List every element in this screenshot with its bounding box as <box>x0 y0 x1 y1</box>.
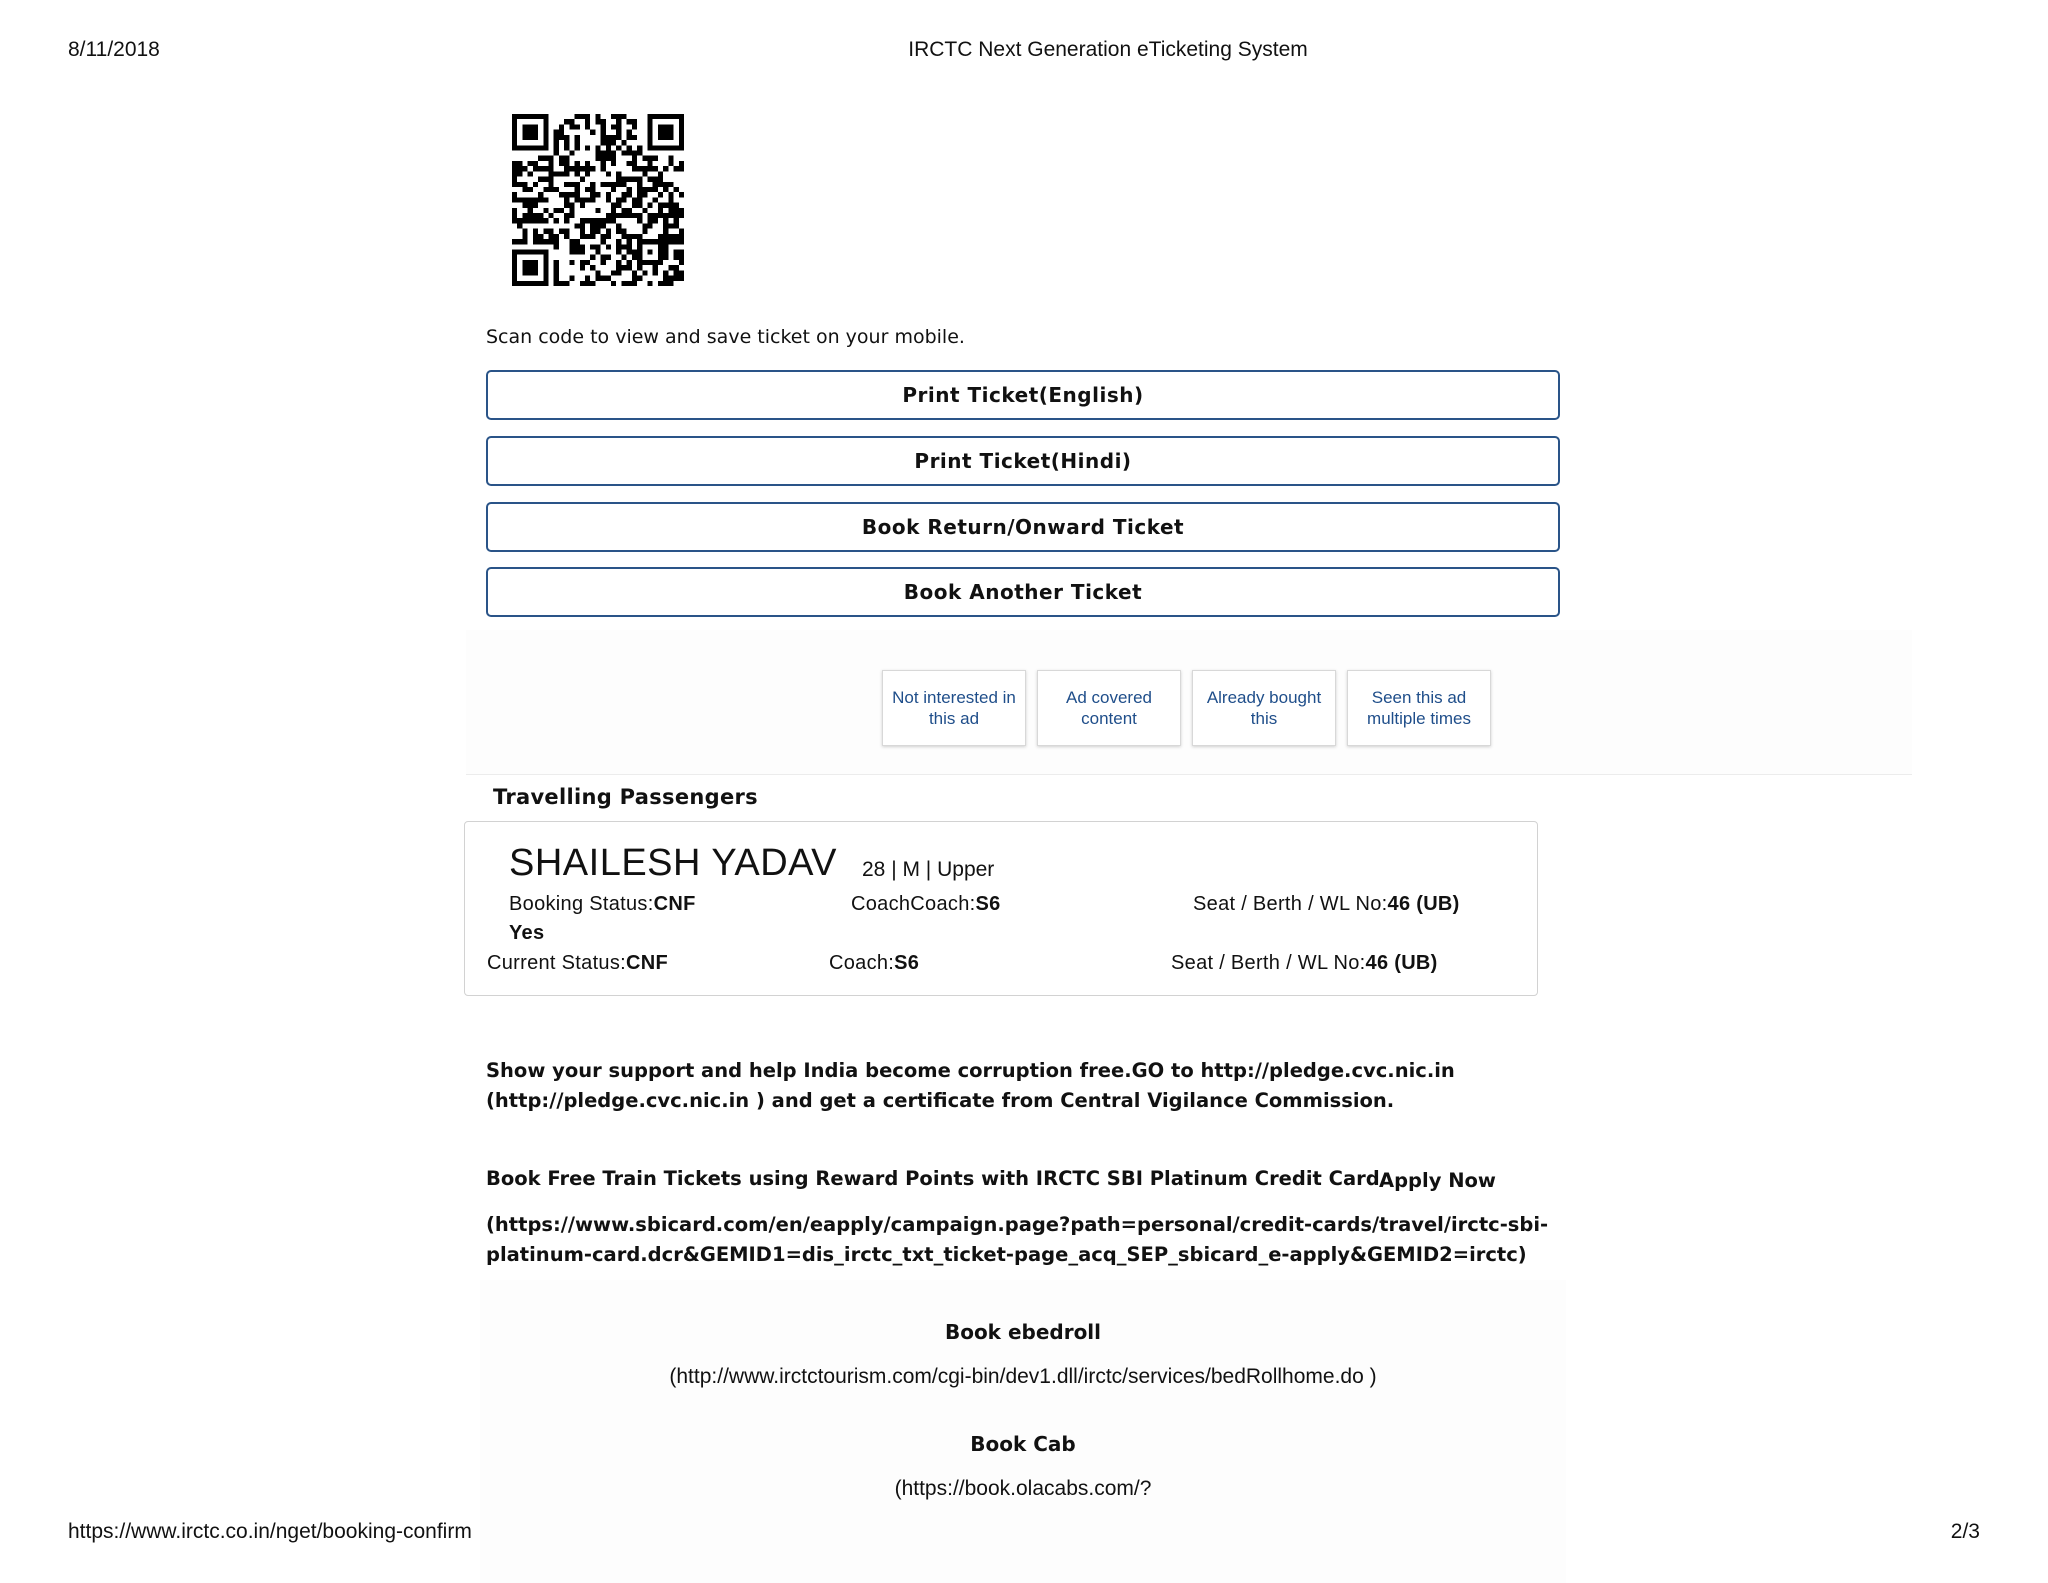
print-ticket-hindi-button[interactable]: Print Ticket(Hindi) <box>486 436 1560 486</box>
ad-feedback-panel <box>466 630 1912 775</box>
current-seat-label: Seat / Berth / WL No: <box>1171 952 1366 974</box>
booking-status-value: CNF <box>653 893 696 915</box>
passenger-age-gender-berth: 28 | M | Upper <box>862 858 995 881</box>
print-page-title: IRCTC Next Generation eTicketing System <box>908 38 1308 61</box>
book-another-ticket-button[interactable]: Book Another Ticket <box>486 567 1560 617</box>
cab-url[interactable]: (https://book.olacabs.com/? <box>894 1477 1152 1500</box>
booking-coach-value: S6 <box>975 893 1001 915</box>
print-ticket-english-button[interactable]: Print Ticket(English) <box>486 370 1560 420</box>
current-status-label: Current Status: <box>487 952 627 974</box>
passenger-name: SHAILESH YADAV <box>509 842 838 884</box>
cvc-pledge-line-1: Show your support and help India become corruption free.GO to http://pledge.cvc.nic.in <box>486 1059 1455 1082</box>
print-footer-url: https://www.irctc.co.in/nget/booking-confirm <box>68 1520 472 1543</box>
sbi-apply-url-line-2[interactable]: platinum-card.dcr&GEMID1=dis_irctc_txt_ticket-page_acq_SEP_sbicard_e-apply&GEMID2=irctc) <box>486 1243 1527 1266</box>
current-coach-label: Coach: <box>829 952 895 974</box>
ad-feedback-covered-content-button[interactable]: Ad covered content <box>1037 670 1181 746</box>
book-ebedroll-link[interactable]: Book ebedroll <box>944 1320 1102 1344</box>
ad-feedback-seen-multiple-button[interactable]: Seen this ad multiple times <box>1347 670 1491 746</box>
print-date: 8/11/2018 <box>68 38 160 61</box>
ebedroll-url[interactable]: (http://www.irctctourism.com/cgi-bin/dev1.dll/irctc/services/bedRollhome.do ) <box>669 1365 1377 1388</box>
current-coach-field <box>829 952 919 975</box>
cvc-pledge-link[interactable]: (http://pledge.cvc.nic.in ) and get a certificate from Central Vigilance Commission. <box>486 1089 1395 1112</box>
qr-code-icon <box>512 114 684 286</box>
print-page-number: 2/3 <box>1950 1520 1980 1543</box>
ad-feedback-not-interested-button[interactable]: Not interested in this ad <box>882 670 1026 746</box>
current-seat-value: 46 (UB) <box>1365 952 1438 974</box>
passengers-section-title: Travelling Passengers <box>493 785 758 809</box>
book-cab-link[interactable]: Book Cab <box>970 1432 1076 1456</box>
sbi-apply-now-link[interactable]: Apply Now <box>1379 1169 1496 1192</box>
sbi-card-promo-text: Book Free Train Tickets using Reward Points with IRCTC SBI Platinum Credit Card <box>486 1167 1380 1190</box>
booking-extra-value: Yes <box>509 922 545 944</box>
booking-status-label: Booking Status: <box>509 893 654 915</box>
qr-caption: Scan code to view and save ticket on your mobile. <box>486 326 965 348</box>
booking-status-field <box>509 893 696 916</box>
booking-coach-label: CoachCoach: <box>851 893 976 915</box>
booking-extra-field <box>509 922 544 945</box>
sbi-apply-url-line-1[interactable]: (https://www.sbicard.com/en/eapply/campaign.page?path=personal/credit-cards/travel/irctc-sbi- <box>486 1213 1549 1236</box>
booking-seat-label: Seat / Berth / WL No: <box>1193 893 1388 915</box>
booking-coach-field <box>851 893 1001 916</box>
current-status-field <box>487 952 668 975</box>
current-seat-field <box>1171 952 1438 975</box>
current-status-value: CNF <box>626 952 669 974</box>
book-return-onward-ticket-button[interactable]: Book Return/Onward Ticket <box>486 502 1560 552</box>
booking-seat-value: 46 (UB) <box>1387 893 1460 915</box>
ad-feedback-already-bought-button[interactable]: Already bought this <box>1192 670 1336 746</box>
booking-seat-field <box>1193 893 1460 916</box>
current-coach-value: S6 <box>894 952 920 974</box>
